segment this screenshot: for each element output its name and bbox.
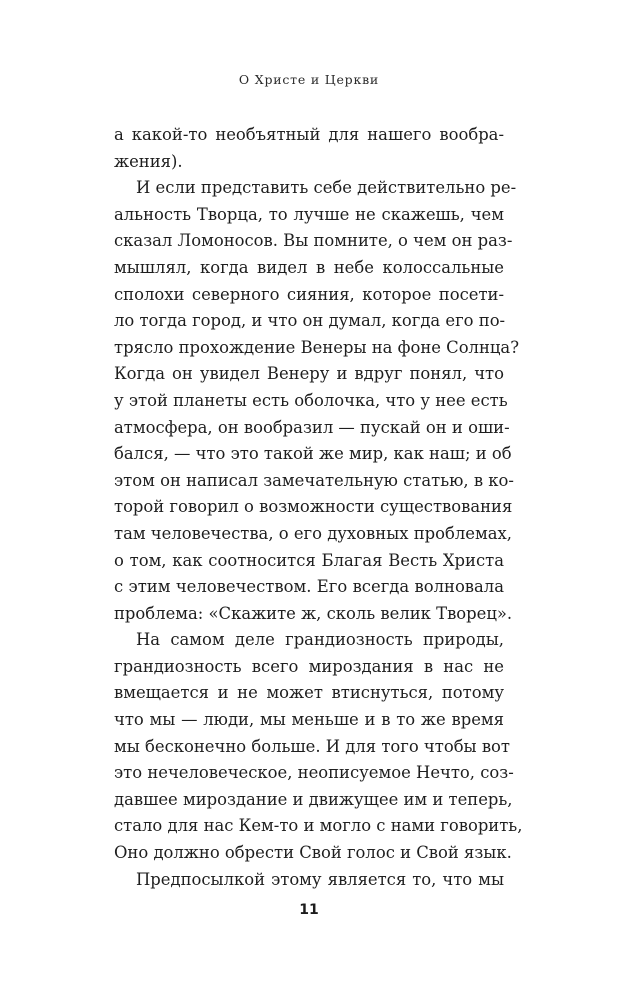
paragraph-start-line: Предпосылкой этому является то, что мы	[136, 869, 504, 889]
text-line: это нечеловеческое, неописуемое Нечто, соз-	[114, 763, 514, 783]
paragraph-start-line: На самом деле грандиозность природы,	[136, 630, 504, 650]
text-line: этом он написал замечательную статью, в ко-	[114, 470, 514, 490]
text-line: проблема: «Скажите ж, сколь велик Творец».	[114, 603, 513, 623]
text-line: грандиозность всего мироздания в нас не	[114, 656, 504, 676]
text-line: мы бесконечно больше. И для того чтобы вот	[114, 736, 510, 756]
text-line: о том, как соотносится Благая Весть Христа	[114, 550, 504, 570]
text-line: ло тогда город, и что он думал, когда его по-	[114, 311, 506, 331]
text-line: Оно должно обрести Свой голос и Свой язык.	[114, 843, 512, 863]
text-line: с этим человечеством. Его всегда волновала	[114, 577, 504, 597]
text-line: сказал Ломоносов. Вы помните, о чем он раз-	[114, 231, 513, 251]
text-line: у этой планеты есть оболочка, что у нее есть	[114, 390, 508, 410]
text-line: вмещается и не может втиснуться, потому	[114, 683, 504, 703]
text-line: торой говорил о возможности существования	[114, 497, 513, 517]
text-line: а какой-то необъятный для нашего вообра-	[114, 125, 504, 144]
text-line: Когда он увидел Венеру и вдруг понял, что	[114, 364, 504, 384]
text-line: что мы — люди, мы меньше и в то же время	[114, 710, 504, 730]
running-head: О Христе и Церкви	[238, 72, 380, 87]
page-number: 11	[299, 902, 319, 918]
text-line: мышлял, когда видел в небе колоссальные	[114, 257, 504, 277]
text-line: бался, — что это такой же мир, как наш; и об	[114, 444, 512, 464]
text-line: давшее мироздание и движущее им и теперь,	[114, 789, 513, 809]
text-line: стало для нас Кем-то и могло с нами говорить,	[114, 816, 523, 836]
text-line: сполохи северного сияния, которое посети-	[114, 284, 504, 304]
text-line: атмосфера, он вообразил — пускай он и оши-	[114, 417, 510, 437]
text-line: трясло прохождение Венеры на фоне Солнца?	[114, 337, 519, 357]
paragraph-start-line: И если представить себе действительно ре-	[136, 178, 517, 198]
body-text	[114, 122, 523, 893]
text-line: там человечества, о его духовных проблемах,	[114, 523, 512, 543]
text-line: жения).	[114, 151, 183, 171]
text-line: альность Творца, то лучше не скажешь, чем	[114, 204, 504, 224]
